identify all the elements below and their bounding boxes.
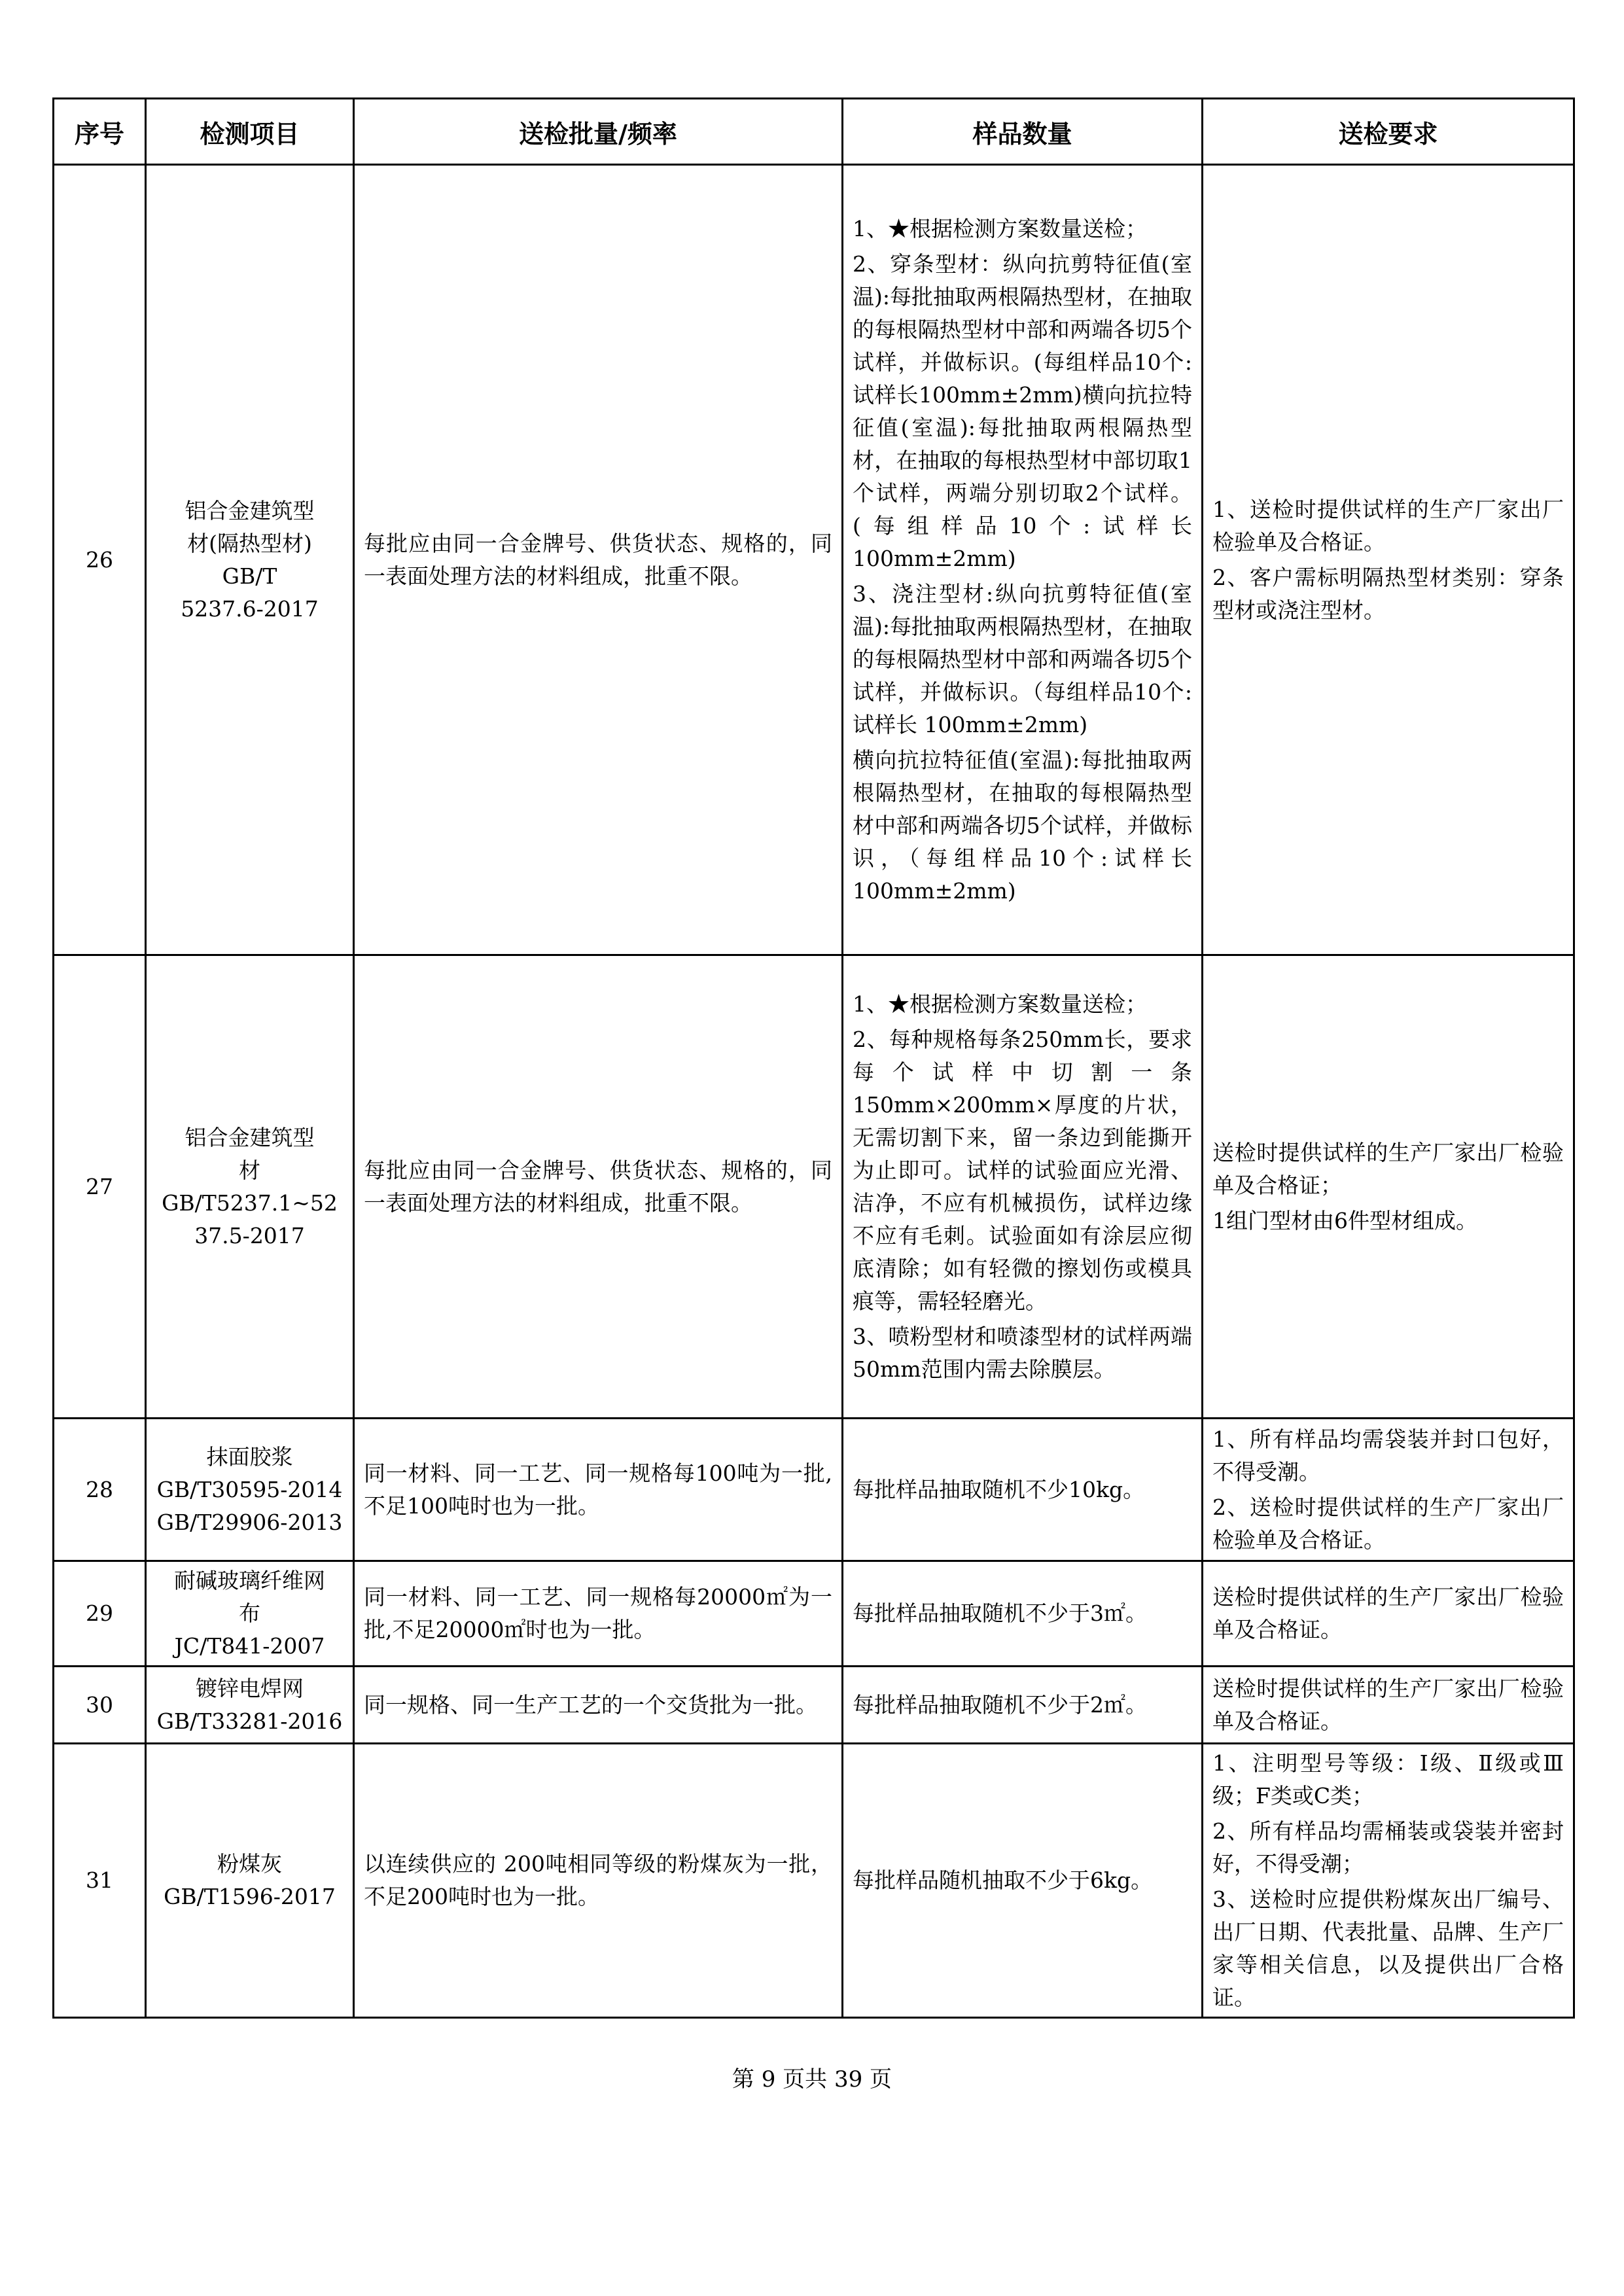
row-number: 28	[54, 1419, 146, 1561]
requirement-paragraph: 1、送检时提供试样的生产厂家出厂检验单及合格证。	[1212, 496, 1564, 555]
test-item-cell	[146, 955, 354, 1419]
row-number: 31	[54, 1744, 146, 2018]
table-row	[54, 955, 1574, 1419]
test-item-cell	[146, 1667, 354, 1744]
batch-frequency-cell: 同一材料、同一工艺、同一规格每20000㎡为一批,不足20000㎡时也为一批。	[354, 1561, 843, 1667]
test-item-line: 铝合金建筑型	[185, 1124, 315, 1150]
row-number: 27	[54, 955, 146, 1419]
requirements-cell	[1203, 165, 1574, 955]
sample-paragraph: 1、★根据检测方案数量送检；	[853, 215, 1147, 241]
requirement-paragraph: 2、所有样品均需桶装或袋装并密封好，不得受潮；	[1212, 1818, 1564, 1877]
table-row	[54, 165, 1574, 955]
test-item-line: GB/T	[222, 563, 277, 589]
sample-paragraph: 2、每种规格每条250mm长，要求每个试样中切割一条150mm×200mm×厚度的片状，无需切割下来，留一条边到能撕开为止即可。试样的试验面应光滑、洁净，不应有机械损伤，试样边缘不应有毛刺。试验面如有涂层应彻底清除；如有轻微的擦划伤或模具痕等，需轻轻磨光。	[853, 1026, 1192, 1314]
sample-paragraph: 每批样品随机抽取不少于6kg。	[853, 1867, 1153, 1893]
test-item-line: 5237.6-2017	[181, 595, 319, 622]
row-number: 30	[54, 1667, 146, 1744]
sample-quantity-cell	[843, 1744, 1203, 2018]
sample-paragraph: 每批样品抽取随机不少10kg。	[853, 1476, 1145, 1502]
test-item-cell	[146, 1561, 354, 1667]
test-item-line: GB/T33281-2016	[156, 1708, 343, 1734]
header-sample: 样品数量	[843, 99, 1203, 165]
test-item-line: 耐碱玻璃纤维网	[174, 1568, 325, 1593]
page-number-footer: 第 9 页共 39 页	[732, 2066, 892, 2093]
requirement-paragraph: 3、送检时应提供粉煤灰出厂编号、出厂日期、代表批量、品牌、生产厂家等相关信息，以及提供出厂合格证。	[1212, 1886, 1564, 2010]
test-item-line: 铝合金建筑型	[185, 497, 315, 523]
batch-frequency-cell: 同一材料、同一工艺、同一规格每100吨为一批,不足100吨时也为一批。	[354, 1419, 843, 1561]
test-item-line: 布	[239, 1600, 260, 1626]
requirement-paragraph: 送检时提供试样的生产厂家出厂检验单及合格证；	[1212, 1139, 1564, 1198]
test-item-cell	[146, 1419, 354, 1561]
requirement-paragraph: 1组门型材由6件型材组成。	[1212, 1207, 1477, 1233]
batch-frequency-cell: 每批应由同一合金牌号、供货状态、规格的，同一表面处理方法的材料组成，批重不限。	[354, 955, 843, 1419]
test-item-line: 材	[239, 1157, 260, 1183]
test-item-cell	[146, 165, 354, 955]
sample-paragraph: 横向抗拉特征值(室温):每批抽取两根隔热型材，在抽取的每根隔热型材中部和两端各切5个试样，并做标识，（每组样品10个:试样长100mm±2mm)	[853, 747, 1192, 904]
table-row	[54, 1667, 1574, 1744]
header-item: 检测项目	[146, 99, 354, 165]
test-item-line: 抹面胶浆	[206, 1443, 293, 1470]
requirement-paragraph: 1、所有样品均需袋装并封口包好，不得受潮。	[1212, 1426, 1564, 1485]
header-req: 送检要求	[1203, 99, 1574, 165]
inspection-table	[52, 97, 1575, 2019]
sample-quantity-cell	[843, 1561, 1203, 1667]
sample-paragraph: 2、穿条型材：纵向抗剪特征值(室温):每批抽取两根隔热型材，在抽取的每根隔热型材中部和两端各切5个试样，并做标识。(每组样品10个:试样长100mm±2mm)横向抗拉特征值(室温):每批抽取两根隔热型材，在抽取的每根热型材中部切取1个试样，两端分别切取2个试样。(每组样品10个:试样长100mm±2mm)	[853, 251, 1192, 571]
sample-quantity-cell	[843, 1667, 1203, 1744]
requirement-paragraph: 送检时提供试样的生产厂家出厂检验单及合格证。	[1212, 1675, 1564, 1734]
test-item-line: GB/T5237.1~52	[162, 1190, 338, 1216]
requirements-cell	[1203, 955, 1574, 1419]
test-item-line: 材(隔热型材)	[187, 530, 312, 556]
requirement-paragraph: 送检时提供试样的生产厂家出厂检验单及合格证。	[1212, 1584, 1564, 1642]
sample-quantity-cell	[843, 165, 1203, 955]
requirement-paragraph: 2、送检时提供试样的生产厂家出厂检验单及合格证。	[1212, 1494, 1564, 1553]
batch-frequency-cell: 同一规格、同一生产工艺的一个交货批为一批。	[354, 1667, 843, 1744]
batch-frequency-cell: 每批应由同一合金牌号、供货状态、规格的，同一表面处理方法的材料组成，批重不限。	[354, 165, 843, 955]
requirements-cell	[1203, 1419, 1574, 1561]
batch-frequency-cell: 以连续供应的 200吨相同等级的粉煤灰为一批，不足200吨时也为一批。	[354, 1744, 843, 2018]
table-header-row	[54, 99, 1574, 165]
requirements-cell	[1203, 1561, 1574, 1667]
test-item-line: GB/T30595-2014	[156, 1476, 343, 1502]
test-item-line: GB/T1596-2017	[164, 1884, 336, 1909]
sample-paragraph: 每批样品抽取随机不少于3㎡。	[853, 1600, 1147, 1626]
table-row	[54, 1561, 1574, 1667]
test-item-line: 镀锌电焊网	[196, 1675, 304, 1701]
requirement-paragraph: 1、注明型号等级：Ⅰ级、Ⅱ级或Ⅲ级；F类或C类；	[1212, 1750, 1564, 1809]
row-number: 26	[54, 165, 146, 955]
test-item-line: 粉煤灰	[217, 1851, 282, 1877]
requirements-cell	[1203, 1744, 1574, 2018]
header-batch: 送检批量/频率	[354, 99, 843, 165]
sample-paragraph: 1、★根据检测方案数量送检；	[853, 991, 1147, 1017]
requirements-cell	[1203, 1667, 1574, 1744]
table-row	[54, 1419, 1574, 1561]
test-item-line: GB/T29906-2013	[156, 1509, 343, 1535]
requirement-paragraph: 2、客户需标明隔热型材类别：穿条型材或浇注型材。	[1212, 564, 1564, 623]
test-item-line: JC/T841-2007	[174, 1633, 325, 1659]
sample-quantity-cell	[843, 1419, 1203, 1561]
test-item-cell	[146, 1744, 354, 2018]
sample-paragraph: 3、喷粉型材和喷漆型材的试样两端50mm范围内需去除膜层。	[853, 1323, 1192, 1382]
header-no: 序号	[54, 99, 146, 165]
table-row	[54, 1744, 1574, 2018]
row-number: 29	[54, 1561, 146, 1667]
sample-paragraph: 3、浇注型材:纵向抗剪特征值(室温):每批抽取两根隔热型材，在抽取的每根隔热型材中部和两端各切5个试样，并做标识。（每组样品10个:试样长 100mm±2mm)	[853, 580, 1192, 737]
sample-quantity-cell	[843, 955, 1203, 1419]
test-item-line: 37.5-2017	[194, 1222, 305, 1248]
sample-paragraph: 每批样品抽取随机不少于2㎡。	[853, 1691, 1147, 1718]
